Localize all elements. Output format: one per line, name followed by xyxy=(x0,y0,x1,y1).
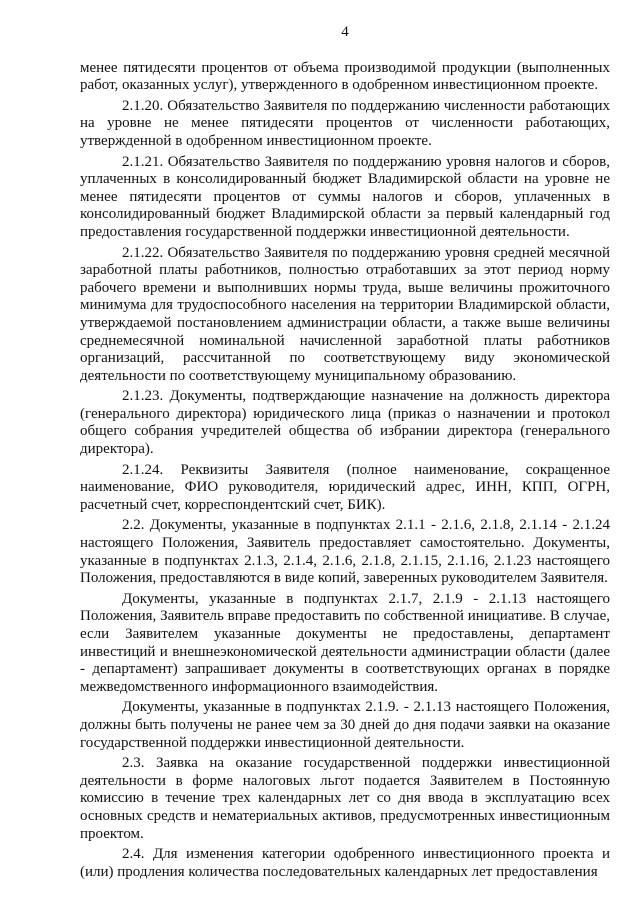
paragraph: 2.4. Для изменения категории одобренного инвестиционного проекта и (или) продления количества последовательных календарных лет предоставления xyxy=(80,846,610,880)
paragraph: 2.1.21. Обязательство Заявителя по поддержанию уровня налогов и сборов, уплаченных в консолидированный бюджет Владимирской области на уровне не менее пятидесяти процентов от суммы налогов и сборов, уплаченных в консолидированный бюджет Владимирской области за первый календарный год предоставления государственной поддержки инвестиционной деятельности. xyxy=(80,153,610,240)
paragraph: 2.2. Документы, указанные в подпунктах 2.1.1 - 2.1.6, 2.1.8, 2.1.14 - 2.1.24 настоящего Положения, Заявитель предоставляет самостоятельно. Документы, указанные в подпунктах 2.1.3, 2.1.4, 2.1.6, 2.1.8, 2.1.15, 2.1.16, 2.1.23 настоящего Положения, предоставляются в виде копий, заверенных руководителем Заявителя. xyxy=(80,517,610,587)
paragraph: менее пятидесяти процентов от объема производимой продукции (выполненных работ, оказанных услуг), утвержденного в одобренном инвестиционном проекте. xyxy=(80,59,610,94)
paragraph: 2.3. Заявка на оказание государственной поддержки инвестиционной деятельности в форме налоговых льгот подается Заявителем в Постоянную комиссию в течение трех календарных лет со дня ввода в эксплуатацию всех основных средств и нематериальных активов, предусмотренных инвестиционным проектом. xyxy=(80,755,610,842)
paragraph: Документы, указанные в подпунктах 2.1.7, 2.1.9 - 2.1.13 настоящего Положения, Заявитель вправе предоставить по собственной инициативе. В случае, если Заявителем указанные документы не предоставлены, департамент инвестиций и внешнеэкономической деятельности администрации области (далее - департамент) запрашивает документы в соответствующих органах в порядке межведомственного информационного взаимодействия. xyxy=(80,590,610,695)
paragraph: 2.1.22. Обязательство Заявителя по поддержанию уровня средней месячной заработной платы работников, полностью отработавших за этот период норму рабочего времени и выполнивших нормы труда, выше величины прожиточного минимума для трудоспособного населения на территории Владимирской области, утверждаемой постановлением администрации области, а также выше величины среднемесячной номинальной начисленной заработной платы работников организаций, рассчитанной по соответствующему виду экономической деятельности по соответствующему муниципальному образованию. xyxy=(80,244,610,384)
paragraph: 2.1.24. Реквизиты Заявителя (полное наименование, сокращенное наименование, ФИО руководителя, юридический адрес, ИНН, КПП, ОГРН, расчетный счет, корреспондентский счет, БИК). xyxy=(80,461,610,513)
paragraph: 2.1.20. Обязательство Заявителя по поддержанию численности работающих на уровне не менее пятидесяти процентов от численности работающих, утвержденной в одобренном инвестиционном проекте. xyxy=(80,97,610,149)
paragraph: 2.1.23. Документы, подтверждающие назначение на должность директора (генерального директора) юридического лица (приказ о назначении и протокол общего собрания учредителей общества об избрании директора (генерального директора). xyxy=(80,388,610,458)
paragraph: Документы, указанные в подпунктах 2.1.9. - 2.1.13 настоящего Положения, должны быть получены не ранее чем за 30 дней до дня подачи заявки на оказание государственной поддержки инвестиционной деятельности. xyxy=(80,699,610,751)
document-body xyxy=(80,60,610,882)
page-number: 4 xyxy=(341,24,349,40)
